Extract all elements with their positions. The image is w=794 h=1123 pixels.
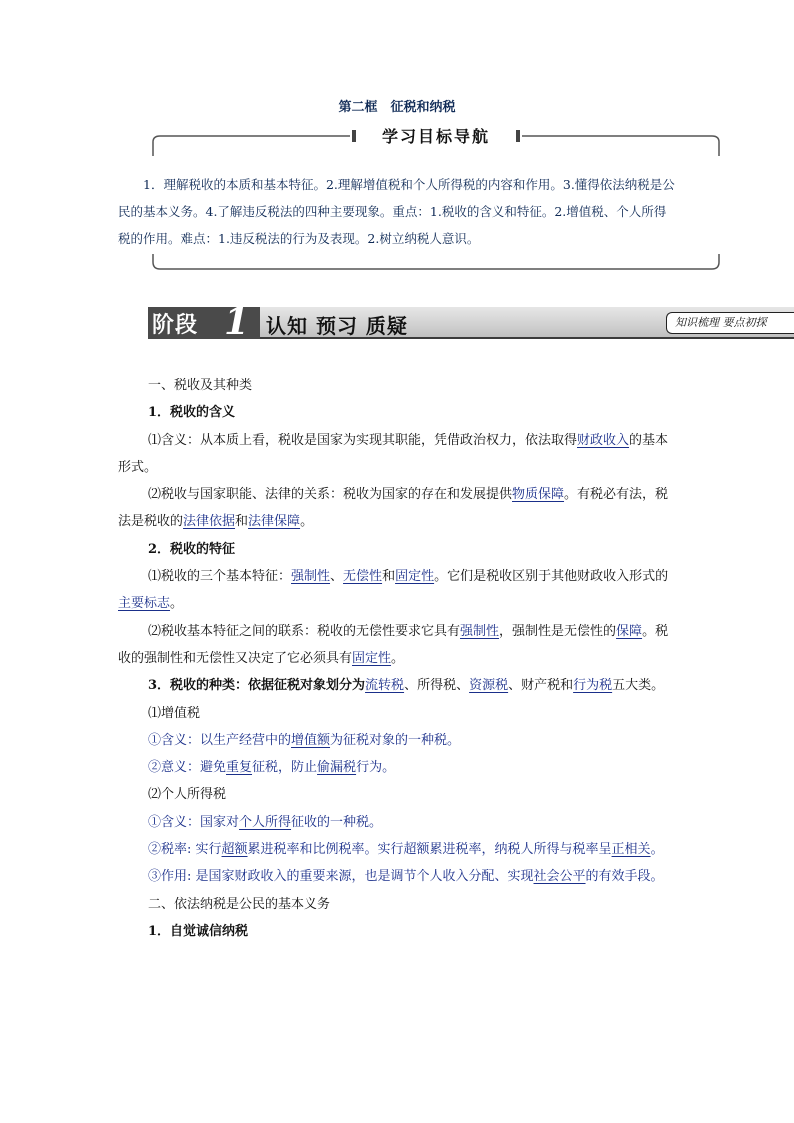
subheading-income-tax: ⑵个人所得税 (148, 787, 227, 803)
income-tax-function: ③作用: 是国家财政收入的重要来源，也是调节个人收入分配、实现社会公平的有效手段。 (148, 869, 664, 885)
vat-significance: ②意义：避免重复征税，防止偷漏税行为。 (148, 760, 396, 776)
section-heading-1: 一、税收及其种类 (148, 378, 253, 393)
learning-objectives-frame (152, 118, 720, 158)
answer-blank: 无偿性 (343, 569, 383, 585)
paragraph-three-features: ⑴税收的三个基本特征：强制性、无偿性和固定性。它们是税收区别于其他财政收入形式的主要标志。 (118, 569, 669, 612)
subheading-tax-features: 2．税收的特征 (148, 541, 236, 557)
page-title: 第二框 征税和纳税 (338, 100, 456, 115)
answer-blank: 主要标志 (118, 596, 171, 612)
stage-banner (148, 301, 794, 343)
answer-blank: 重复 (226, 760, 253, 776)
answer-blank: 法律依据 (183, 514, 236, 530)
subheading-tax-meaning: 1．税收的含义 (148, 405, 236, 421)
subheading-vat: ⑴增值税 (148, 705, 201, 721)
learning-objectives-text (118, 171, 678, 252)
answer-blank: 正相关 (611, 842, 651, 858)
main-content (118, 372, 676, 945)
paragraph-feature-relation: ⑵税收基本特征之间的联系：税收的无偿性要求它具有强制性，强制性是无偿性的保障。税收的强制性和无偿性又决定了它必须具有固定性。 (118, 623, 669, 666)
vat-definition: ①含义：以生产经营中的增值额为征税对象的一种税。 (148, 732, 461, 748)
answer-blank: 强制性 (460, 623, 500, 639)
answer-blank: 强制性 (291, 569, 331, 585)
section-heading-2: 二、依法纳税是公民的基本义务 (148, 896, 331, 912)
answer-blank: 超额 (221, 842, 248, 858)
stage-tag: 知识梳理 要点初探 (666, 312, 794, 334)
frame-bottom-decoration (152, 252, 720, 272)
income-tax-definition: ①含义：国家对个人所得征收的一种税。 (148, 814, 383, 830)
stage-badge (148, 301, 260, 343)
paragraph-tax-types: 3．税收的种类：依据征税对象划分为流转税、所得税、资源税、财产税和行为税五大类。 (148, 678, 665, 694)
objectives-paragraph: 1．理解税收的本质和基本特征。2.理解增值税和个人所得税的内容和作用。3.懂得依法纳税是公民的基本义务。4.了解违反税法的四种主要现象。重点：1.税收的含义和特征。2.增值税、个人所得税的作用。难点：1.违反税法的行为及表现。2.树立纳税人意识。 (118, 177, 675, 246)
answer-blank: 个人所得 (239, 814, 292, 830)
stage-number: 1 (224, 301, 250, 343)
answer-blank: 法律保障 (248, 514, 301, 530)
answer-blank: 资源税 (469, 678, 509, 694)
answer-blank: 行为税 (573, 678, 613, 694)
answer-blank: 偷漏税 (317, 760, 357, 776)
learning-objectives-title: 学习目标导航 (381, 127, 490, 146)
paragraph-tax-law-relation: ⑵税收与国家职能、法律的关系：税收为国家的存在和发展提供物质保障。有税必有法，税法是税收的法律依据和法律保障。 (118, 487, 669, 530)
paragraph-tax-definition: ⑴含义：从本质上看，税收是国家为实现其职能，凭借政治权力，依法取得财政收入的基本形式。 (118, 432, 669, 475)
subheading-honest-tax: 1．自觉诚信纳税 (148, 923, 249, 939)
income-tax-rate: ②税率: 实行超额累进税率和比例税率。实行超额累进税率，纳税人所得与税率呈正相关。 (148, 842, 664, 858)
answer-blank: 社会公平 (533, 869, 586, 885)
stage-name: 认知 预习 质疑 (266, 314, 408, 338)
answer-blank: 流转税 (365, 678, 405, 694)
answer-blank: 增值额 (291, 732, 331, 748)
stage-label: 阶段 (152, 313, 199, 338)
answer-blank: 固定性 (395, 569, 435, 585)
answer-blank: 物质保障 (512, 487, 565, 503)
answer-blank: 保障 (616, 623, 643, 639)
answer-blank: 固定性 (352, 650, 392, 666)
answer-blank: 财政收入 (577, 432, 630, 448)
